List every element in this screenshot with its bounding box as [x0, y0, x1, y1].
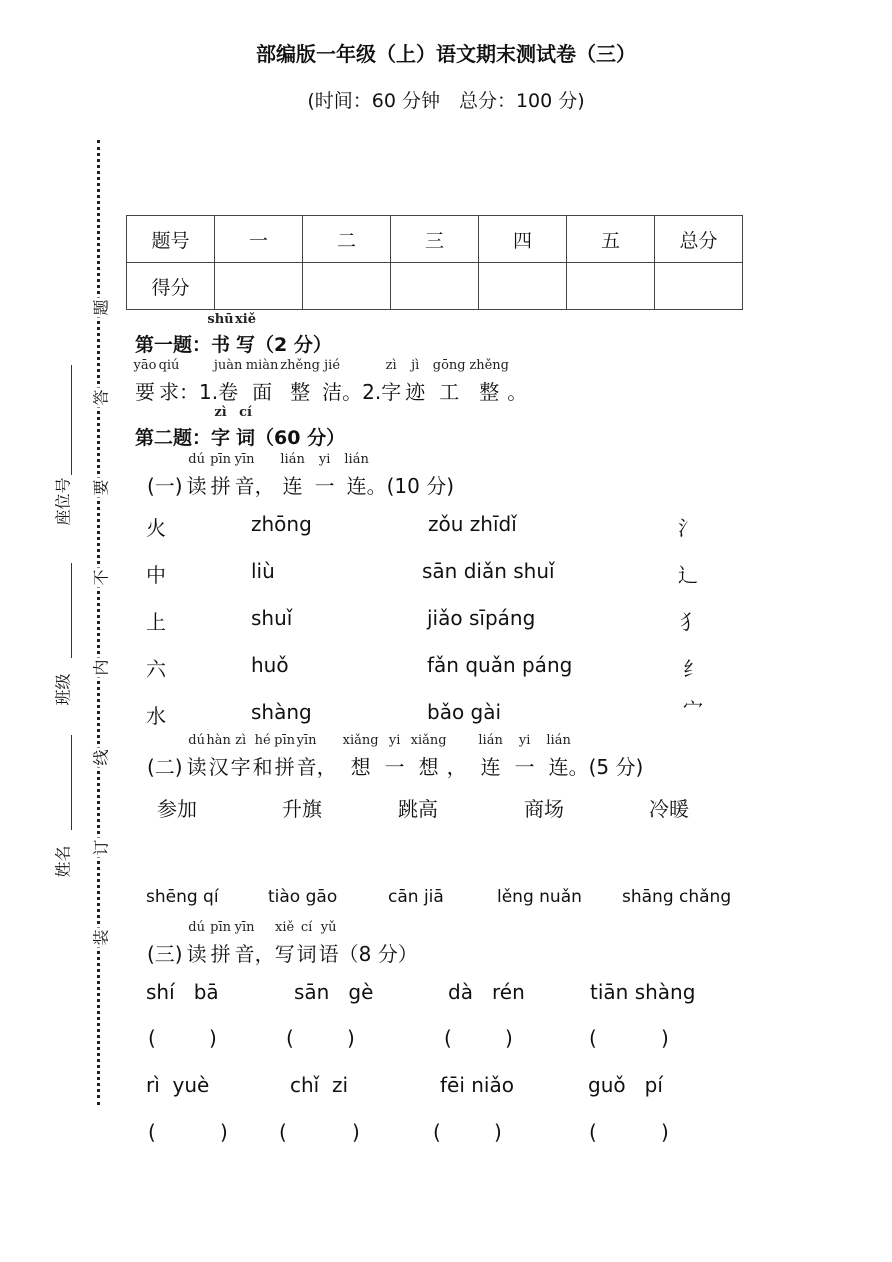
ruby-char: zì 字: [230, 733, 251, 779]
match-char[interactable]: 水: [146, 704, 166, 728]
table-cell: 一: [215, 216, 303, 263]
ruby-char: cí 词: [296, 920, 317, 966]
match-char[interactable]: 六: [146, 657, 166, 681]
ruby-char: juàn 卷: [213, 358, 243, 404]
ruby-char: dú 读: [186, 733, 207, 779]
match-phrase[interactable]: fǎn quǎn páng: [427, 653, 573, 677]
match-word[interactable]: 升旗: [282, 797, 322, 821]
ruby-char: zhěng 整: [469, 358, 509, 404]
score-table-header-row: [127, 216, 743, 263]
match-phrase[interactable]: zǒu zhīdǐ: [428, 512, 517, 536]
ruby-char: zì 字: [381, 358, 402, 404]
ruby-char: jì 迹: [405, 358, 426, 404]
ruby-char: qiú 求: [158, 358, 180, 404]
ruby-char: hé 和: [252, 733, 273, 779]
score-table: [126, 215, 743, 310]
ruby-char: lián 连: [344, 452, 369, 498]
write-pinyin: shí bā: [146, 980, 219, 1004]
page-subtitle: (时间：60 分钟 总分：100 分): [307, 90, 585, 112]
ruby-char: gōng 工: [432, 358, 466, 404]
ruby-char: miàn 面: [245, 358, 279, 404]
ruby-char: yīn 音: [234, 452, 255, 498]
ruby-char: pīn 拼: [210, 920, 232, 966]
ruby-char: pīn 拼: [274, 733, 296, 779]
match-pinyin[interactable]: shàng: [251, 700, 312, 724]
part1-instruction: (一) dú 读 pīn 拼 yīn 音， lián 连 yi 一 lián 连。(10 分): [147, 452, 455, 498]
score-input-cell[interactable]: [303, 263, 391, 310]
ruby-char: yi 一: [514, 733, 535, 779]
match-pinyin[interactable]: liù: [251, 559, 275, 583]
ruby-char: dú 读: [186, 452, 207, 498]
write-pinyin: fēi niǎo: [440, 1073, 514, 1097]
part3-instruction: (三) dú 读 pīn 拼 yīn 音， xiě 写 cí 词 yǔ 语（8 分）: [147, 920, 418, 966]
match-char[interactable]: 中: [146, 563, 166, 587]
section-points: （60 分）: [255, 427, 346, 449]
margin-char: 线: [89, 748, 112, 768]
match-word[interactable]: 参加: [157, 797, 197, 821]
score-input-cell[interactable]: [215, 263, 303, 310]
match-radical[interactable]: 宀: [683, 697, 703, 709]
match-radical[interactable]: 辶: [678, 563, 698, 587]
match-pinyin[interactable]: huǒ: [251, 653, 289, 677]
score-table-score-row: [127, 263, 743, 310]
table-cell: 四: [479, 216, 567, 263]
ruby-char: yi 一: [384, 733, 405, 779]
ruby-char: jié 洁: [322, 358, 343, 404]
table-cell: 总分: [655, 216, 743, 263]
match-word-pinyin[interactable]: tiào gāo: [268, 887, 338, 907]
section-label: 第一题：: [135, 334, 212, 356]
match-radical[interactable]: 纟: [683, 657, 703, 681]
margin-char: 题: [89, 298, 112, 318]
score-input-cell[interactable]: [567, 263, 655, 310]
ruby-char: dú 读: [186, 920, 207, 966]
write-pinyin: sān gè: [294, 980, 374, 1004]
table-cell: 二: [303, 216, 391, 263]
binding-dotted-line: [97, 140, 100, 1105]
match-word[interactable]: 跳高: [398, 797, 438, 821]
margin-char: 不: [89, 568, 112, 588]
match-word-pinyin[interactable]: cān jiā: [388, 887, 444, 907]
ruby-char: xiǎng 想: [342, 733, 379, 779]
section-label: 第二题：: [135, 427, 212, 449]
match-word-pinyin[interactable]: shāng chǎng: [622, 887, 732, 907]
ruby-char: lián 连: [546, 733, 571, 779]
section-points: （2 分）: [255, 334, 332, 356]
margin-char: 内: [89, 658, 112, 678]
page-title: 部编版一年级（上）语文期末测试卷（三）: [256, 42, 636, 66]
table-cell: 题号: [127, 216, 215, 263]
section2-heading: [135, 405, 346, 450]
margin-char: 要: [89, 478, 112, 498]
write-pinyin: chǐ zi: [290, 1073, 348, 1097]
ruby-char: zì 字: [211, 405, 231, 449]
match-char[interactable]: 上: [146, 610, 166, 634]
table-cell: 五: [567, 216, 655, 263]
ruby-char: yi 一: [314, 452, 335, 498]
ruby-char: pīn 拼: [210, 452, 232, 498]
class-line: [71, 563, 72, 658]
score-input-cell[interactable]: [391, 263, 479, 310]
match-word-pinyin[interactable]: shēng qí: [146, 887, 219, 907]
requirement-line: yāo 要 qiú 求：1. juàn 卷 miàn 面 zhěng 整 jié 洁。2. zì 字 jì 迹 gōng 工 zhěng 整 。: [133, 358, 528, 404]
match-phrase[interactable]: jiǎo sīpáng: [427, 606, 536, 630]
name-line: [71, 735, 72, 830]
write-pinyin: tiān shàng: [590, 980, 696, 1004]
ruby-char: yīn 音: [234, 920, 255, 966]
ruby-char: xiě 写: [235, 312, 257, 356]
write-pinyin: guǒ pí: [588, 1073, 663, 1097]
match-pinyin[interactable]: zhōng: [251, 512, 312, 536]
write-pinyin: dà rén: [448, 980, 525, 1004]
table-cell: 三: [391, 216, 479, 263]
seat-number-label: 座位号: [53, 477, 73, 526]
match-word[interactable]: 冷暖: [649, 797, 689, 821]
match-word[interactable]: 商场: [524, 797, 564, 821]
ruby-char: yǔ 语: [318, 920, 339, 966]
name-label: 姓名: [53, 845, 73, 878]
match-pinyin[interactable]: shuǐ: [251, 606, 293, 630]
score-input-cell[interactable]: [655, 263, 743, 310]
match-phrase[interactable]: bǎo gài: [427, 700, 502, 724]
ruby-char: yīn 音: [296, 733, 317, 779]
match-radical[interactable]: 犭: [680, 610, 700, 634]
match-phrase[interactable]: sān diǎn shuǐ: [422, 559, 555, 583]
ruby-char: hàn 汉: [206, 733, 231, 779]
ruby-char: zhěng 整: [280, 358, 320, 404]
ruby-char: cí 词: [236, 405, 256, 449]
part2-instruction: (二) dú 读 hàn 汉 zì 字 hé 和 pīn 拼 yīn 音， xiǎng 想 yi 一 xiǎng 想 ， lián 连 yi 一 lián 连。(5 分): [147, 733, 644, 779]
score-input-cell[interactable]: [479, 263, 567, 310]
ruby-char: xiě 写: [274, 920, 295, 966]
match-char[interactable]: 火: [146, 516, 166, 540]
section1-heading: [135, 312, 332, 357]
ruby-char: lián 连: [280, 452, 305, 498]
class-label: 班级: [53, 673, 73, 706]
ruby-char: lián 连: [478, 733, 503, 779]
margin-char: 装: [89, 928, 112, 948]
ruby-char: yāo 要: [133, 358, 157, 404]
match-radical[interactable]: 氵: [678, 516, 698, 540]
margin-char: 答: [89, 388, 112, 408]
margin-char: 订: [89, 838, 112, 858]
ruby-char: shū 书: [207, 312, 234, 356]
seat-number-line: [71, 365, 72, 475]
table-cell: 得分: [127, 263, 215, 310]
match-word-pinyin[interactable]: lěng nuǎn: [497, 887, 582, 907]
write-pinyin: rì yuè: [146, 1073, 210, 1097]
ruby-char: xiǎng 想: [410, 733, 447, 779]
